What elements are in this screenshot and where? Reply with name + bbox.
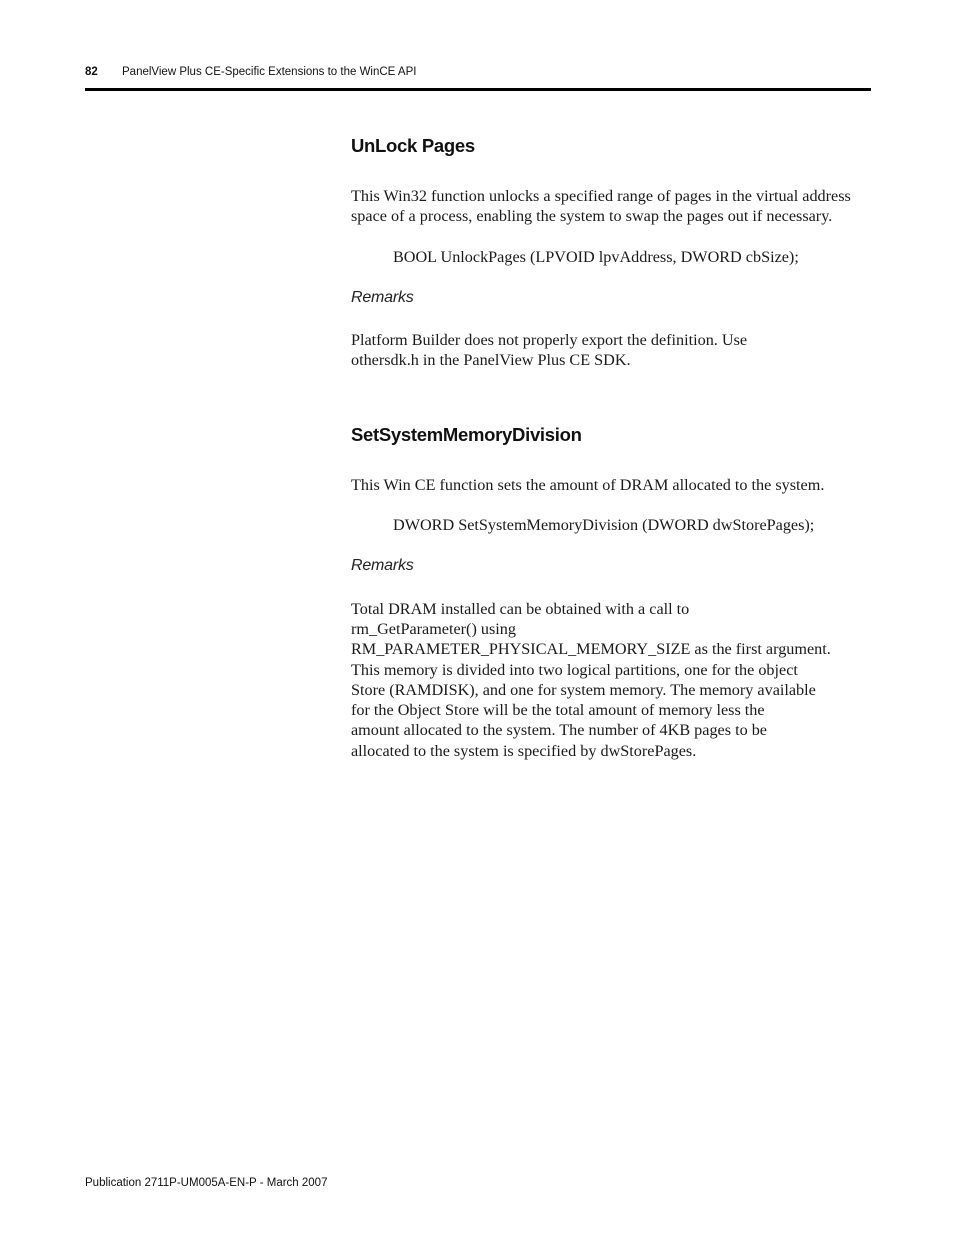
remarks-line: Total DRAM installed can be obtained with a call to bbox=[351, 599, 690, 618]
remarks-line: for the Object Store will be the total amount of memory less the bbox=[351, 701, 765, 720]
remarks-line: rm_GetParameter() using bbox=[351, 619, 516, 638]
page-header bbox=[85, 66, 871, 86]
setsystemmemorydivision-remarks bbox=[351, 599, 871, 761]
remarks-line: Platform Builder does not properly export the definition. Use bbox=[351, 331, 748, 350]
unlock-pages-remarks bbox=[351, 330, 871, 371]
page-number: 82 bbox=[85, 66, 98, 78]
main-content bbox=[351, 134, 871, 761]
section-heading-unlock-pages: UnLock Pages bbox=[351, 135, 475, 156]
unlock-pages-intro: This Win32 function unlocks a specified range of pages in the virtual address space of a process, enabling the system to swap the pages out if necessary. bbox=[351, 187, 851, 226]
remarks-line: Store (RAMDISK), and one for system memory. The memory available bbox=[351, 680, 816, 699]
unlock-pages-remarks-label: Remarks bbox=[351, 288, 414, 306]
running-title: PanelView Plus CE-Specific Extensions to the WinCE API bbox=[122, 66, 417, 78]
setsystemmemorydivision-remarks-label: Remarks bbox=[351, 557, 414, 575]
section-heading-setsystemmemorydivision: SetSystemMemoryDivision bbox=[351, 423, 582, 445]
unlock-pages-signature: BOOL UnlockPages (LPVOID lpvAddress, DWORD cbSize); bbox=[393, 247, 799, 266]
remarks-line: othersdk.h in the PanelView Plus CE SDK. bbox=[351, 351, 631, 370]
header-rule bbox=[85, 88, 871, 91]
remarks-line: This memory is divided into two logical partitions, one for the object bbox=[351, 660, 798, 679]
setsystemmemorydivision-intro: This Win CE function sets the amount of DRAM allocated to the system. bbox=[351, 475, 825, 494]
setsystemmemorydivision-signature: DWORD SetSystemMemoryDivision (DWORD dwStorePages); bbox=[393, 516, 815, 535]
remarks-line: RM_PARAMETER_PHYSICAL_MEMORY_SIZE as the first argument. bbox=[351, 640, 831, 659]
remarks-line: amount allocated to the system. The number of 4KB pages to be bbox=[351, 721, 767, 740]
page-footer: Publication 2711P-UM005A-EN-P - March 2007 bbox=[85, 1177, 328, 1189]
remarks-line: allocated to the system is specified by dwStorePages. bbox=[351, 741, 697, 760]
